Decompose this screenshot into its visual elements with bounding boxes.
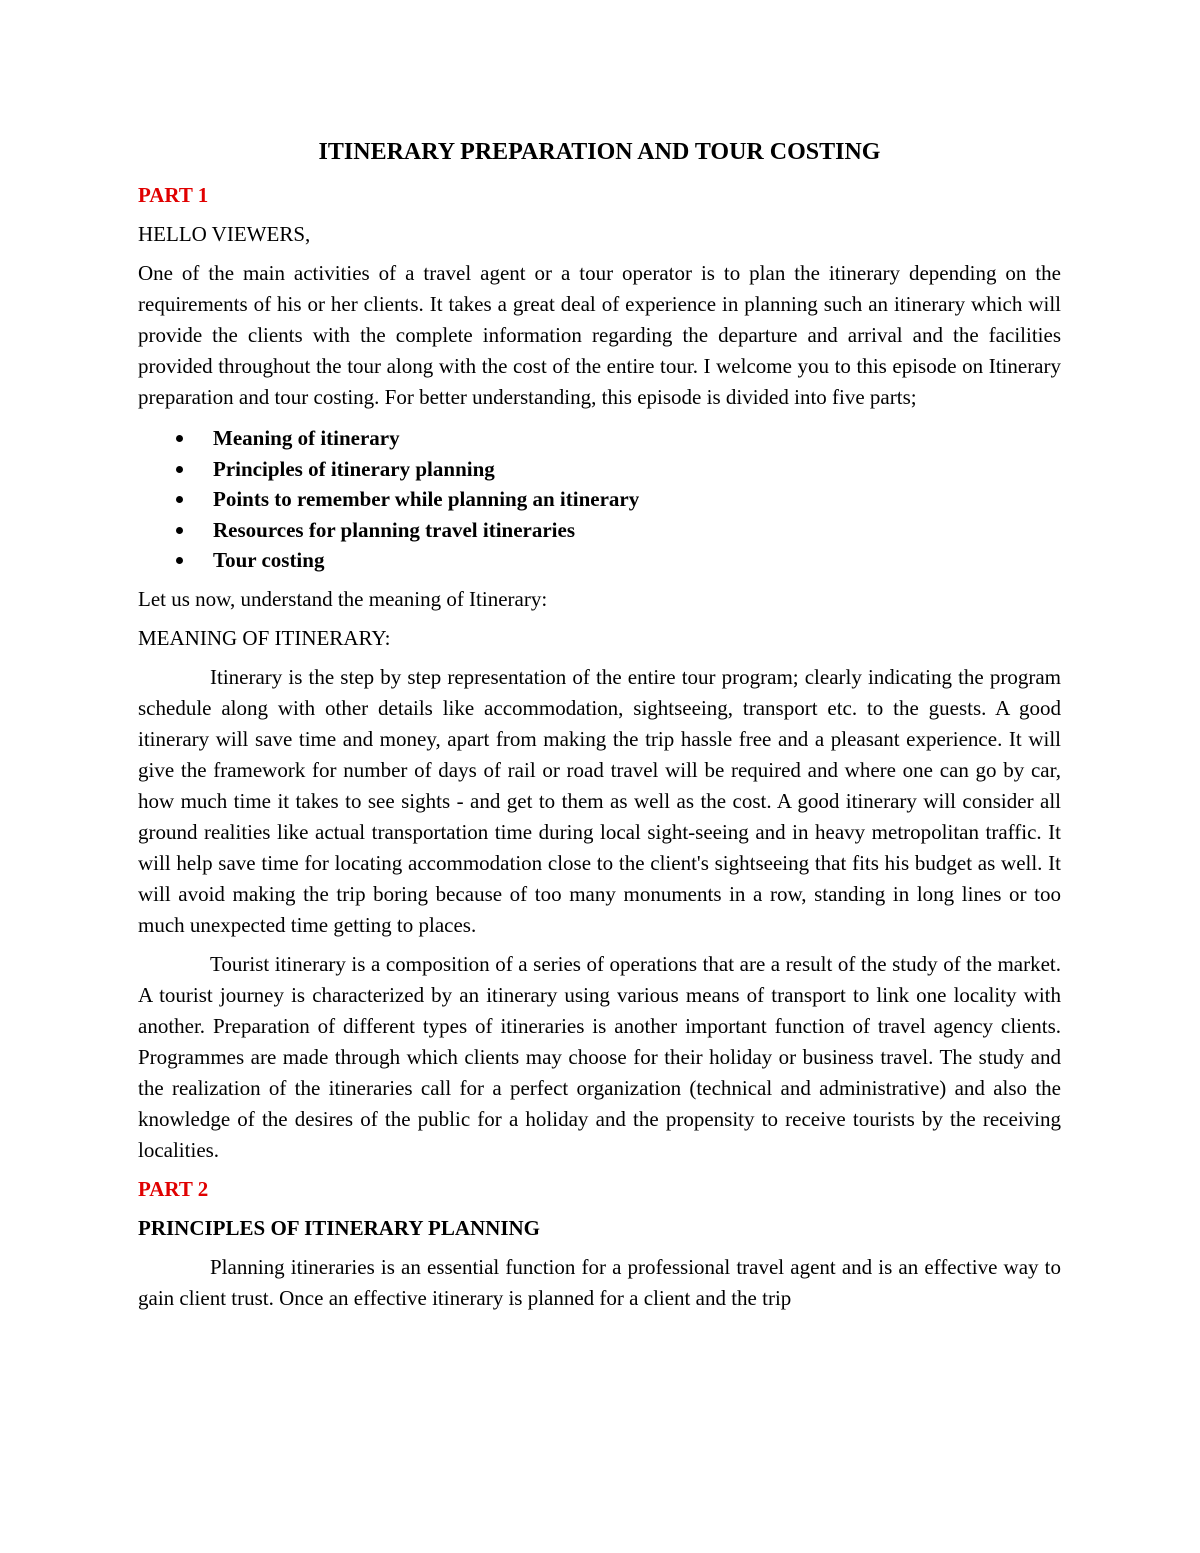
transition-line: Let us now, understand the meaning of Itinerary:	[138, 586, 548, 611]
list-item	[138, 484, 1061, 515]
greeting: HELLO VIEWERS,	[138, 222, 311, 246]
document-body	[138, 136, 1061, 1322]
bullet-icon	[176, 496, 183, 503]
part-1-label: PART 1	[138, 183, 209, 207]
meaning-heading: MEANING OF ITINERARY:	[138, 625, 391, 650]
principles-heading: PRINCIPLES OF ITINERARY PLANNING	[138, 1215, 540, 1240]
topic-label: Principles of itinerary planning	[213, 456, 495, 481]
principles-paragraph: Planning itineraries is an essential function for a professional travel agent and is an effective way to gain client trust. Once an effective itinerary is planned for a client and the trip	[138, 1254, 1061, 1310]
topic-label: Points to remember while planning an itinerary	[213, 487, 640, 511]
meaning-paragraph-1: Itinerary is the step by step representation of the entire tour program; clearly indicating the program schedule along with other details like accommodation, sightseeing, transport etc. to the guests. A good itinerary will save time and money, apart from making the trip hassle free and a pleasant experience. It will give the framework for number of days of rail or road travel will be required and where one can go by car, how much time it takes to see sights - and get to them as well as the cost. A good itinerary will consider all ground realities like actual transportation time during local sight-seeing and in heavy metropolitan traffic. It will help save time for locating accommodation close to the client's sightseeing that fits his budget as well. It will avoid making the trip boring because of too many monuments in a row, standing in long lines or too much unexpected time getting to places.	[138, 664, 1061, 937]
part-2-label: PART 2	[138, 1176, 209, 1201]
intro-paragraph: One of the main activities of a travel agent or a tour operator is to plan the itinerary depending on the requirements of his or her clients. It takes a great deal of experience in planning such an itinerary which will provide the clients with the complete information regarding the departure and arrival and the facilities provided throughout the tour along with the cost of the entire tour. I welcome you to this episode on Itinerary preparation and tour costing. For better understanding, this episode is divided into five parts;	[138, 261, 1061, 409]
bullet-icon	[176, 466, 183, 473]
bullet-icon	[176, 527, 183, 534]
list-item	[138, 423, 1061, 454]
list-item	[138, 515, 1061, 546]
topic-label: Meaning of itinerary	[213, 426, 400, 450]
document-title: ITINERARY PREPARATION AND TOUR COSTING	[318, 139, 881, 165]
list-item	[138, 454, 1061, 485]
list-item	[138, 545, 1061, 576]
meaning-paragraph-2: Tourist itinerary is a composition of a series of operations that are a result of the study of the market. A tourist journey is characterized by an itinerary using various means of transport to link one locality with another. Preparation of different types of itineraries is another important function of travel agency clients. Programmes are made through which clients may choose for their holiday or business travel. The study and the realization of the itineraries call for a perfect organization (technical and administrative) and also the knowledge of the desires of the public for a holiday and the propensity to receive tourists by the receiving localities.	[138, 951, 1061, 1162]
topic-label: Resources for planning travel itineraries	[213, 517, 576, 542]
bullet-icon	[176, 557, 183, 564]
bullet-icon	[176, 435, 183, 442]
topics-list	[138, 423, 1061, 576]
topic-label: Tour costing	[213, 548, 325, 572]
